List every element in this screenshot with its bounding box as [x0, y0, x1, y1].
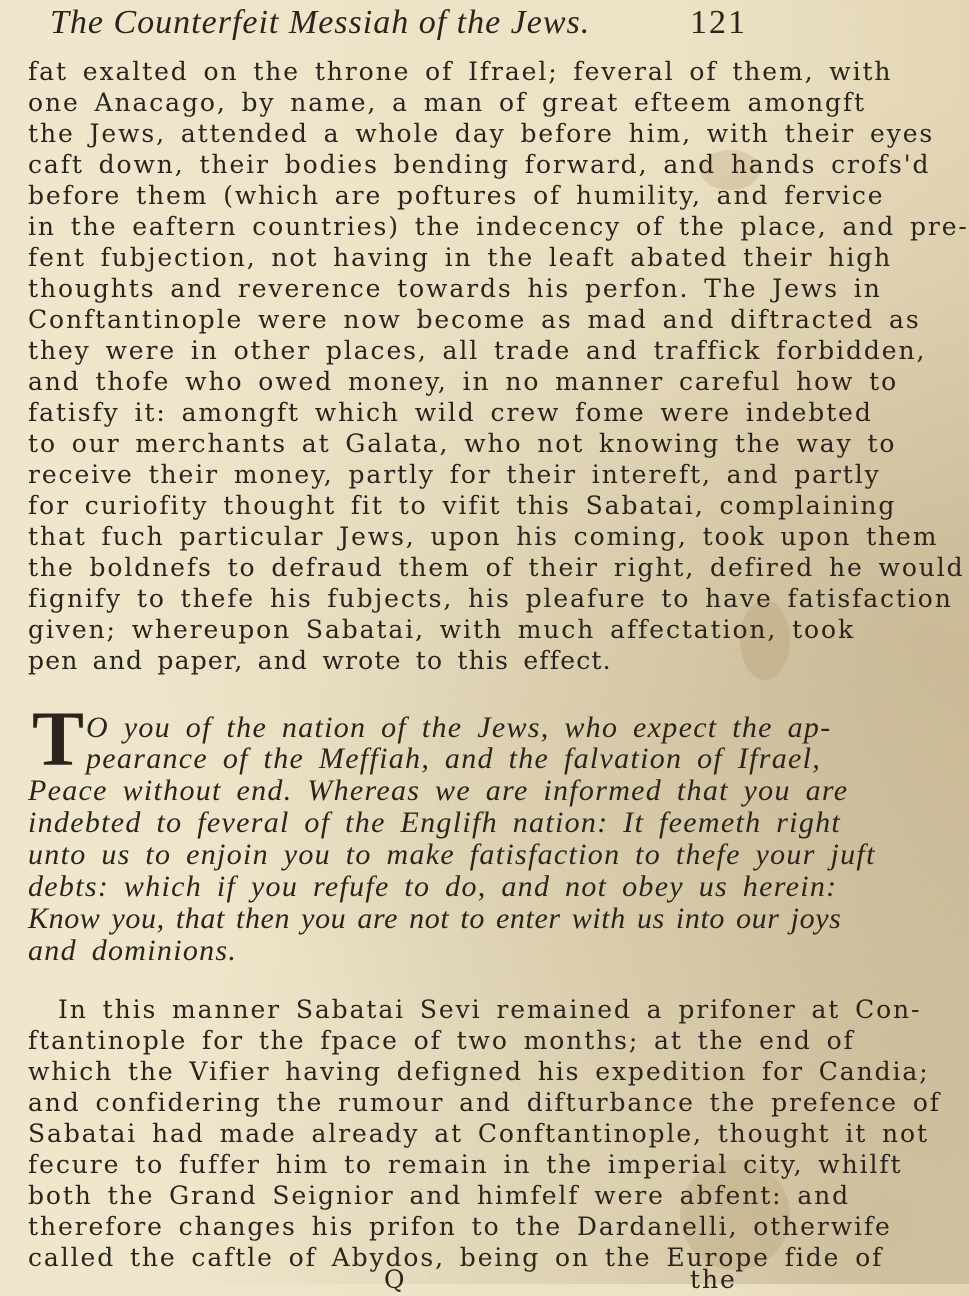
text-line: ftantinople for the fpace of two months; at the end of: [28, 1026, 855, 1055]
text-line: to our merchants at Galata, who not knowing the way to: [28, 429, 897, 458]
text-line: the boldnefs to defraud them of their right, defired he would: [28, 553, 965, 582]
text-line: and confidering the rumour and difturbance the prefence of: [28, 1088, 941, 1117]
text-line: thoughts and reverence towards his perfon. The Jews in: [28, 274, 882, 303]
text-line: Conftantinople were now become as mad and diftracted as: [28, 305, 921, 334]
text-line: caft down, their bodies bending forward, and hands crofs'd: [28, 150, 931, 179]
text-line: they were in other places, all trade and traffick forbidden,: [28, 336, 927, 365]
text-line: the Jews, attended a whole day before him, with their eyes: [28, 119, 935, 148]
letter-line: unto us to enjoin you to make fatisfaction to thefe your juft: [28, 838, 876, 871]
text-line: in the eaftern countries) the indecency of the place, and pre-: [28, 212, 969, 241]
catchword: the: [690, 1265, 737, 1294]
letter-line: Peace without end. Whereas we are informed that you are: [28, 774, 849, 807]
text-line: In this manner Sabatai Sevi remained a prifoner at Con-: [58, 995, 922, 1024]
text-line: fatisfy it: amongft which wild crew fome were indebted: [28, 398, 873, 427]
text-line: that fuch particular Jews, upon his coming, took upon them: [28, 522, 939, 551]
letter-line: Know you, that then you are not to enter with us into our joys: [28, 902, 842, 935]
text-line: which the Vifier having defigned his expedition for Candia;: [28, 1057, 930, 1086]
letter-line: and dominions.: [28, 934, 238, 967]
text-line: fignify to thefe his fubjects, his pleafure to have fatisfaction: [28, 584, 953, 613]
text-line: called the caftle of Abydos, being on the Europe fide of: [28, 1243, 884, 1272]
text-line: pen and paper, and wrote to this effect.: [28, 646, 612, 675]
letter-line: O you of the nation of the Jews, who expect the ap-: [86, 711, 832, 744]
letter-line: pearance of the Meffiah, and the falvation of Ifrael,: [86, 742, 822, 775]
page-number: 121: [690, 4, 747, 41]
letter-line: indebted to feveral of the Englifh nation: It feemeth right: [28, 806, 842, 839]
text-line: for curiofity thought fit to vifit this Sabatai, complaining: [28, 491, 897, 520]
text-line: Sabatai had made already at Conftantinople, thought it not: [28, 1119, 929, 1148]
text-line: both the Grand Seignior and himfelf were abfent: and: [28, 1181, 851, 1210]
running-head: [0, 4, 800, 64]
text-line: fecure to fuffer him to remain in the imperial city, whilft: [28, 1150, 903, 1179]
running-head-title: The Counterfeit Messiah of the Jews.: [50, 4, 591, 41]
text-line: given; whereupon Sabatai, with much affectation, took: [28, 615, 856, 644]
drop-cap: T: [32, 695, 85, 782]
signature-mark: Q: [384, 1265, 407, 1294]
text-line: before them (which are poftures of humility, and fervice: [28, 181, 885, 210]
text-line: fent fubjection, not having in the leaft abated their high: [28, 243, 893, 272]
text-line: therefore changes his prifon to the Dardanelli, otherwife: [28, 1212, 892, 1241]
text-line: and thofe who owed money, in no manner careful how to: [28, 367, 899, 396]
text-line: one Anacago, by name, a man of great efteem amongft: [28, 88, 866, 117]
text-line: receive their money, partly for their intereft, and partly: [28, 460, 881, 489]
text-line: fat exalted on the throne of Ifrael; feveral of them, with: [28, 57, 893, 86]
letter-line: debts: which if you refufe to do, and not obey us herein:: [28, 870, 838, 903]
